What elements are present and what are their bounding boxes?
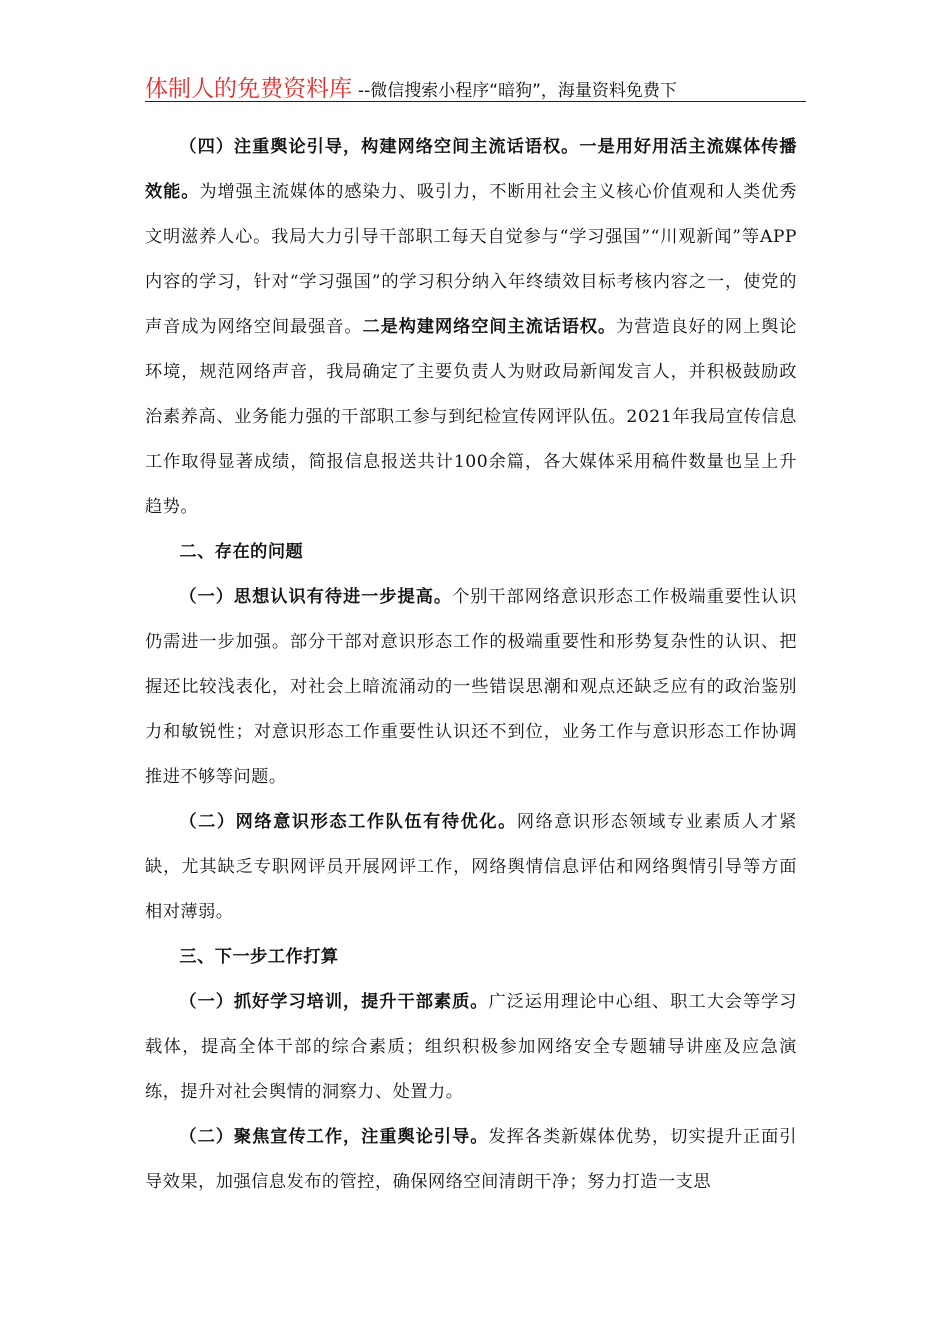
- paragraph-lead: （一）思想认识有待进一步提高。: [179, 587, 453, 607]
- header-divider: [145, 101, 806, 102]
- document-body: [145, 125, 797, 1205]
- paragraph-text: 网络意识形态领域专业素质人才紧缺，尤其缺乏专职网评员开展网评工作，网络舆情信息评估和网络舆情引导等方面相对薄弱。: [145, 812, 797, 922]
- paragraph-text: 个别干部网络意识形态工作极端重要性认识仍需进一步加强。部分干部对意识形态工作的极端重要性和形势复杂性的认识、把握还比较浅表化，对社会上暗流涌动的一些错误思潮和观点还缺乏应有的政治鉴别力和敏锐性；对意识形态工作重要性认识还不到位，业务工作与意识形态工作协调推进不够等问题。: [145, 587, 797, 787]
- paragraph-text: 为增强主流媒体的感染力、吸引力，不断用社会主义核心价值观和人类优秀文明滋养人心。我局大力引导干部职工每天自觉参与“学习强国”“川观新闻”等APP内容的学习，针对“学习强国”的学习积分纳入年终绩效目标考核内容之一，使党的声音成为网络空间最强音。: [145, 182, 797, 337]
- paragraph-lead: （二）聚焦宣传工作，注重舆论引导。: [179, 1127, 489, 1147]
- paragraph-lead: （二）网络意识形态工作队伍有待优化。: [179, 812, 517, 832]
- paragraph-plan-1: [145, 980, 797, 1115]
- paragraph-lead: （一）抓好学习培训，提升干部素质。: [179, 992, 489, 1012]
- paragraph-text: 广泛运用理论中心组、职工大会等学习载体，提高全体干部的综合素质；组织积极参加网络安全专题辅导讲座及应急演练，提升对社会舆情的洞察力、处置力。: [145, 992, 797, 1102]
- paragraph-section-4: [145, 125, 797, 530]
- paragraph-lead: （四）注重舆论引导，构建网络空间主流话语权。一是用好用活主流媒体传播效能。: [145, 137, 797, 202]
- paragraph-text: 为营造良好的网上舆论环境，规范网络声音，我局确定了主要负责人为财政局新闻发言人，并积极鼓励政治素养高、业务能力强的干部职工参与到纪检宣传网评队伍。2021年我局宣传信息工作取得显著成绩，简报信息报送共计100余篇，各大媒体采用稿件数量也呈上升趋势。: [145, 317, 797, 517]
- paragraph-text: 发挥各类新媒体优势，切实提升正面引导效果，加强信息发布的管控，确保网络空间清朗干净；努力打造一支思: [145, 1127, 797, 1192]
- paragraph-lead: 二是构建网络空间主流话语权。: [362, 317, 617, 337]
- paragraph-problem-1: [145, 575, 797, 800]
- header-brand: 体制人的免费资料库: [145, 76, 352, 102]
- section-heading-problems: 二、存在的问题: [179, 542, 304, 562]
- paragraph-problem-2: [145, 800, 797, 935]
- header-tagline: --微信搜索小程序“暗狗”，海量资料免费下: [358, 81, 677, 101]
- section-heading-next-steps: 三、下一步工作打算: [179, 947, 339, 967]
- paragraph-plan-2: [145, 1115, 797, 1205]
